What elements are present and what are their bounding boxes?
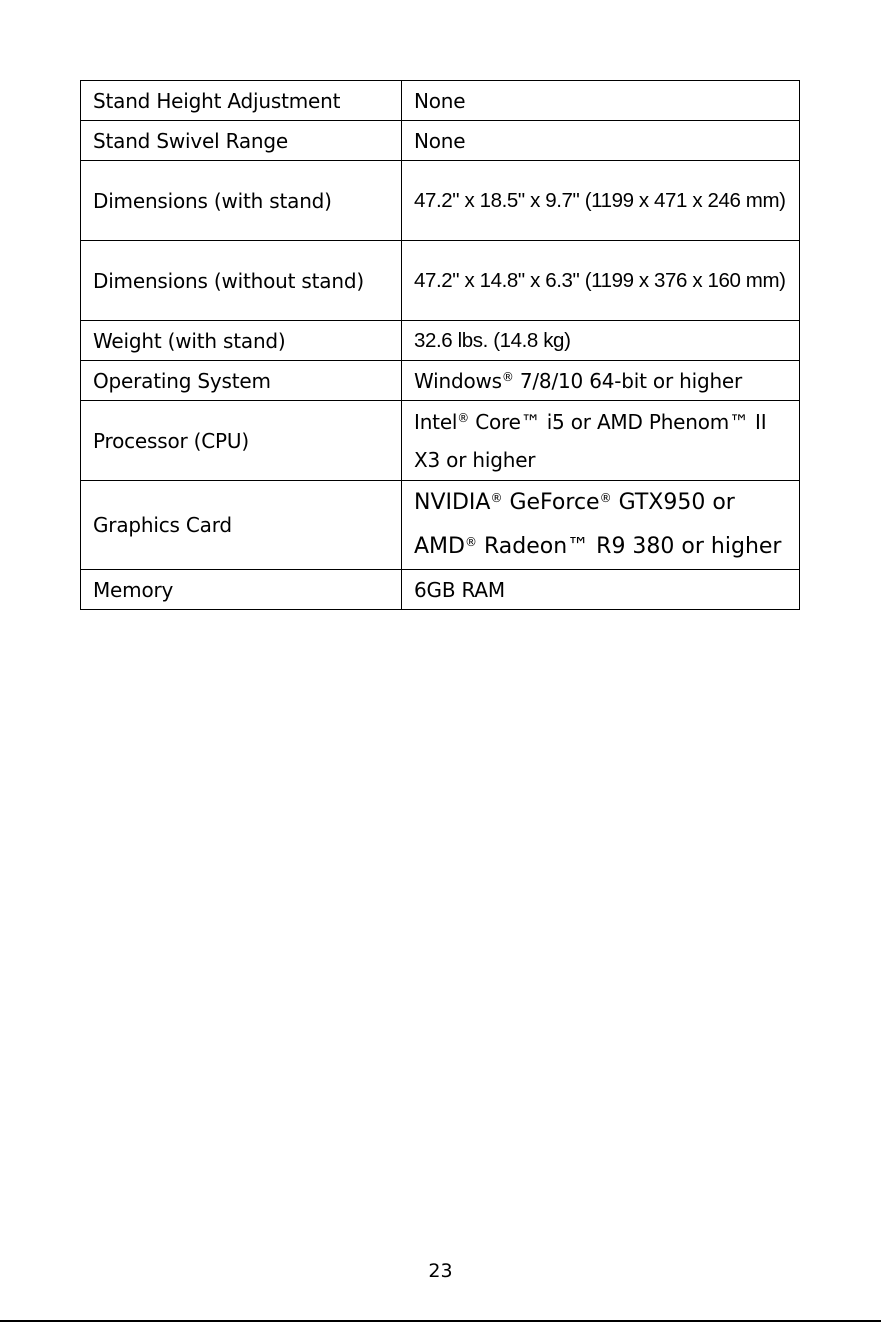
row-label: Stand Swivel Range xyxy=(81,121,402,161)
row-label: Dimensions (with stand) xyxy=(81,161,402,241)
page-number: 23 xyxy=(428,1260,453,1282)
table-row xyxy=(81,361,800,401)
specifications-table xyxy=(80,80,800,610)
row-label: Processor (CPU) xyxy=(81,401,402,481)
row-value: 47.2" x 14.8" x 6.3" (1199 x 376 x 160 mm) xyxy=(402,241,800,321)
registered-mark: ® xyxy=(457,410,470,425)
row-value xyxy=(402,401,800,481)
row-label: Memory xyxy=(81,570,402,610)
table-row xyxy=(81,401,800,481)
value-text: GeForce xyxy=(502,490,600,515)
row-value xyxy=(402,361,800,401)
row-label: Weight (with stand) xyxy=(81,321,402,361)
table-row xyxy=(81,241,800,321)
table-row xyxy=(81,321,800,361)
value-text: GTX950 or AMD xyxy=(414,490,735,559)
row-value xyxy=(402,481,800,570)
row-value: 32.6 lbs. (14.8 kg) xyxy=(402,321,800,361)
value-text: NVIDIA xyxy=(414,490,491,515)
row-label: Stand Height Adjustment xyxy=(81,81,402,121)
bottom-divider xyxy=(0,1320,881,1322)
table-row xyxy=(81,121,800,161)
registered-mark: ® xyxy=(490,491,503,505)
table-row xyxy=(81,481,800,570)
value-text: Core™ i5 or AMD Phenom™ II X3 or higher xyxy=(414,409,767,472)
row-value: None xyxy=(402,121,800,161)
value-text: Windows xyxy=(414,368,502,393)
row-label: Operating System xyxy=(81,361,402,401)
row-value: 6GB RAM xyxy=(402,570,800,610)
row-value: 47.2" x 18.5" x 9.7" (1199 x 471 x 246 mm) xyxy=(402,161,800,241)
table-row xyxy=(81,81,800,121)
table-row xyxy=(81,570,800,610)
table-row xyxy=(81,161,800,241)
registered-mark: ® xyxy=(501,369,514,384)
value-text: Radeon™ R9 380 or higher xyxy=(476,534,782,559)
value-text: Intel xyxy=(414,409,458,434)
value-text: 7/8/10 64-bit or higher xyxy=(513,368,743,393)
registered-mark: ® xyxy=(599,491,612,505)
row-value: None xyxy=(402,81,800,121)
row-label: Graphics Card xyxy=(81,481,402,570)
row-label: Dimensions (without stand) xyxy=(81,241,402,321)
registered-mark: ® xyxy=(464,535,477,549)
